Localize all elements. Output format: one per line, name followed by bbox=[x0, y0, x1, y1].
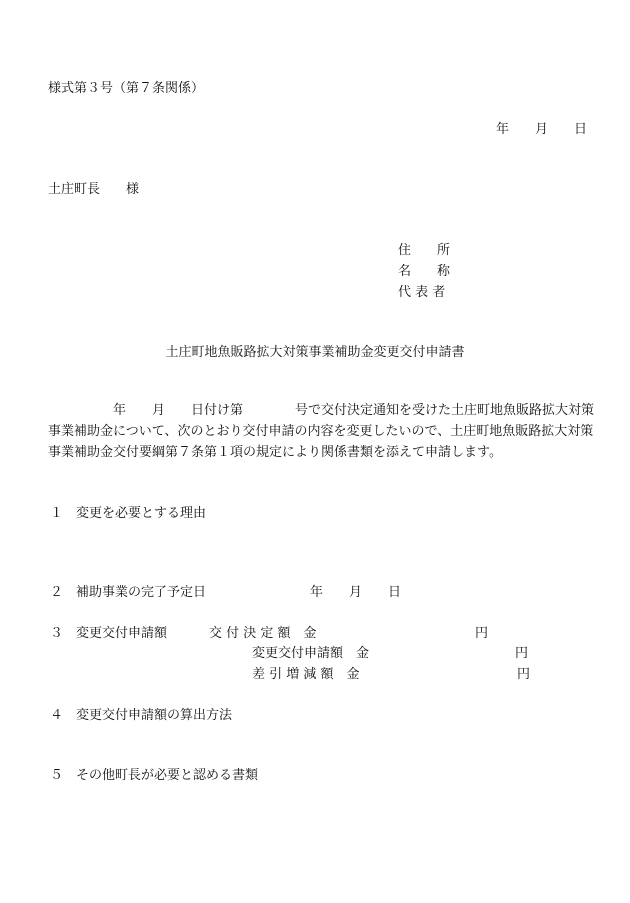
changed-amount-unit: 円 bbox=[515, 646, 529, 661]
changed-amount-label: 変更交付申請額 金 bbox=[252, 646, 370, 661]
address-label: 住 所 bbox=[398, 243, 451, 258]
submission-date: 年 月 日 bbox=[496, 122, 588, 137]
completion-date: 年 月 日 bbox=[310, 585, 402, 600]
name-label: 名 称 bbox=[398, 264, 451, 279]
item1-label: 変更を必要とする理由 bbox=[76, 506, 207, 521]
item4-label: 変更交付申請額の算出方法 bbox=[76, 708, 233, 723]
document-title: 土庄町地魚販路拡大対策事業補助金変更交付申請書 bbox=[165, 345, 465, 360]
granted-amount-unit: 円 bbox=[475, 626, 489, 641]
granted-amount-label: 交 付 決 定 額 金 bbox=[209, 626, 317, 641]
item2-number: ２ bbox=[50, 585, 64, 600]
item5-number: ５ bbox=[50, 768, 64, 783]
representative-label: 代 表 者 bbox=[398, 285, 446, 300]
form-number: 様式第３号（第７条関係） bbox=[48, 81, 205, 96]
body-paragraph: 年 月 日付け第 号で交付決定通知を受けた土庄町地魚販路拡大対策事業補助金について、次のとおり交付申請の内容を変更したいので、土庄町地魚販路拡大対策事業補助金交付要綱第７条第１項の規定により関係書類を添えて申請します。 bbox=[48, 403, 595, 460]
item3-number: ３ bbox=[50, 626, 64, 641]
difference-amount-unit: 円 bbox=[517, 667, 531, 682]
difference-amount-label: 差 引 増 減 額 金 bbox=[252, 667, 360, 682]
addressee: 土庄町長 様 bbox=[48, 182, 140, 197]
item5-label: その他町長が必要と認める書類 bbox=[76, 768, 259, 783]
item3-label: 変更交付申請額 bbox=[76, 626, 168, 641]
item1-number: １ bbox=[50, 506, 64, 521]
item4-number: ４ bbox=[50, 708, 64, 723]
item2-label: 補助事業の完了予定日 bbox=[76, 585, 207, 600]
